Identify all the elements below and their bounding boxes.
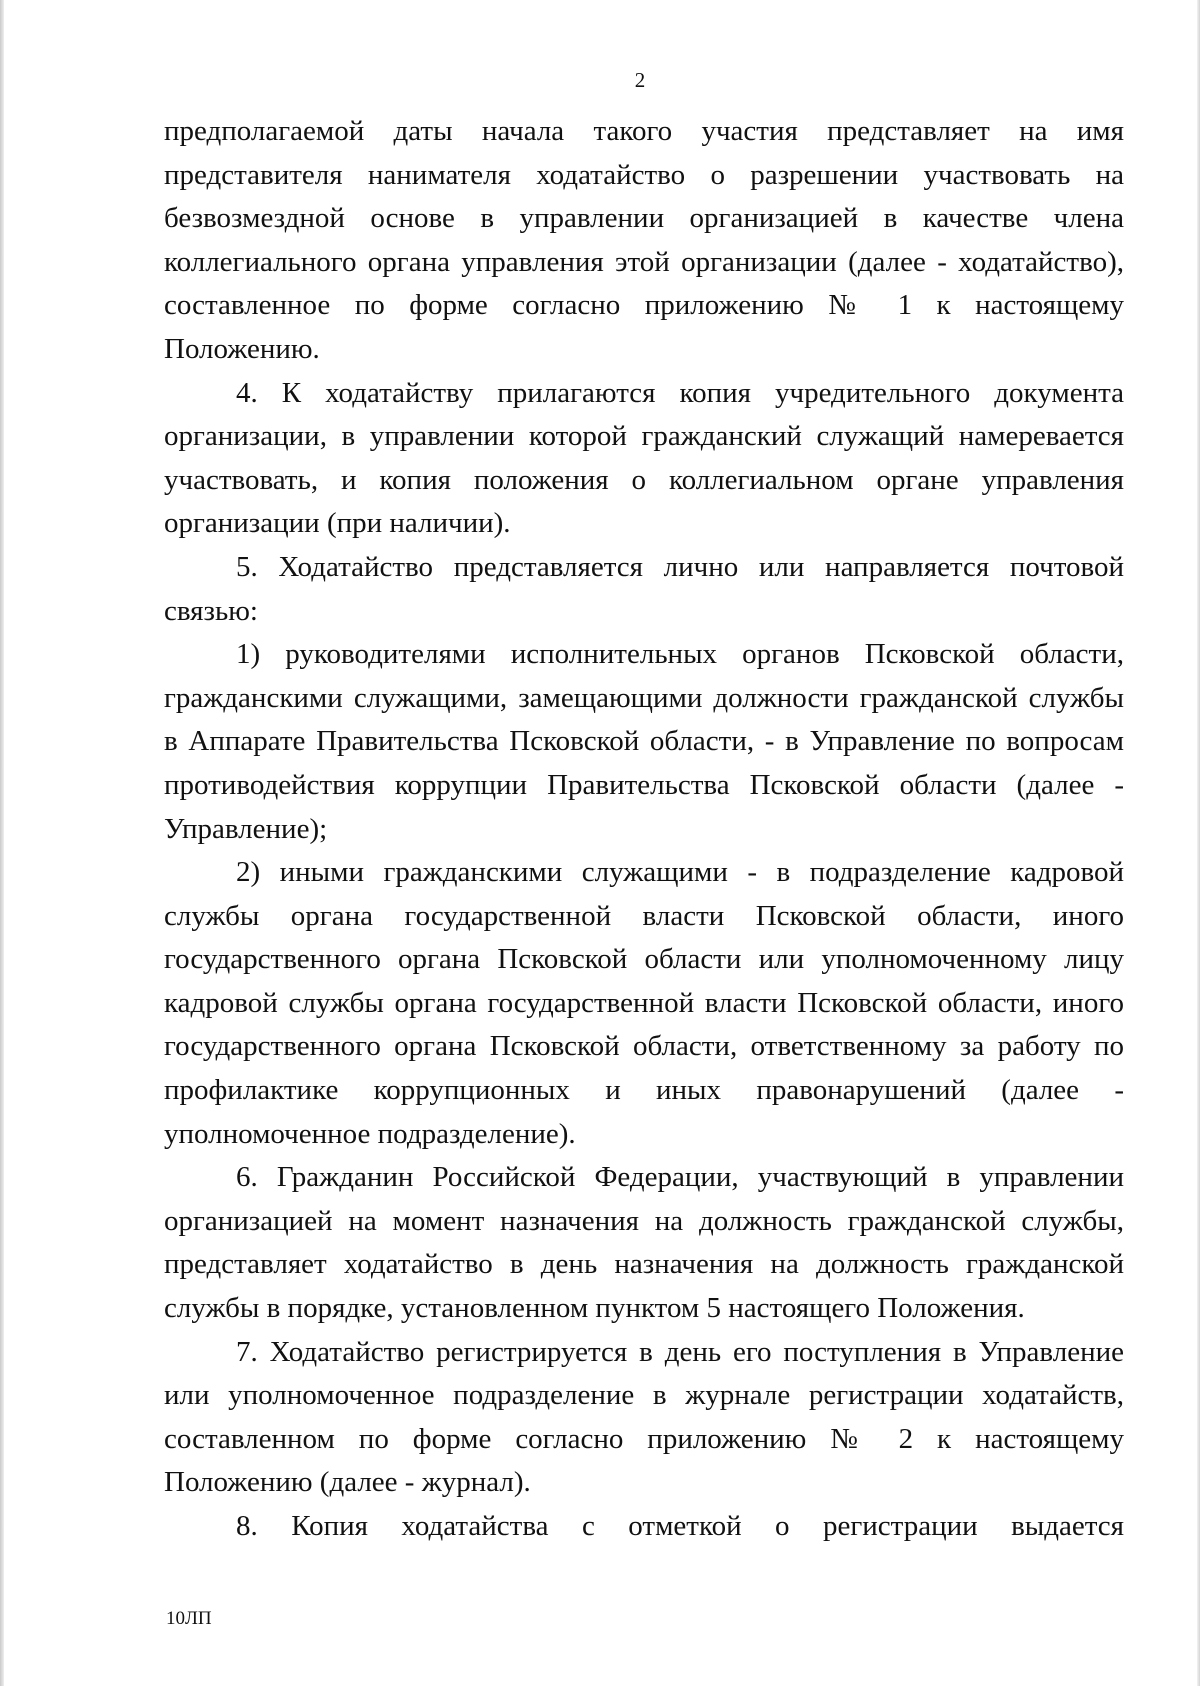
paragraph-item-5: 5. Ходатайство представляется лично или направляется почтовой связью: [164, 550, 1124, 627]
paragraph-continuation: предполагаемой даты начала такого участия представляет на имя представителя нанимателя ходатайство о разрешении участвовать на безвозмездной основе в управлении организацией в качестве члена коллегиального органа управления этой организации (далее - ходатайство), составленное по форме согласно приложению № 1 к настоящему Положению. [164, 115, 1124, 365]
subparagraph-item-5-1: 1) руководителями исполнительных органов Псковской области, гражданскими служащими, замещающими должности гражданской службы в Аппарате Правительства Псковской области, - в Управление по вопросам противодействия коррупции Правительства Псковской области (далее - Управление); [164, 638, 1124, 845]
subparagraph-item-5-2: 2) иными гражданскими служащими - в подразделение кадровой службы органа государственной власти Псковской области, иного государственного органа Псковской области или уполномоченному лицу кадровой службы органа государственной власти Псковской области, иного государственного органа Псковской области, ответственному за работу по профилактике коррупционных и иных правонарушений (далее - уполномоченное подразделение). [164, 856, 1124, 1150]
paragraph-item-7: 7. Ходатайство регистрируется в день его поступления в Управление или уполномоченное подразделение в журнале регистрации ходатайств, составленном по форме согласно приложению № 2 к настоящему Положению (далее - журнал). [164, 1335, 1124, 1499]
scan-edge-left [0, 0, 4, 1686]
paragraph-item-8: 8. Копия ходатайства с отметкой о регистрации выдается [236, 1510, 1124, 1542]
paragraph-item-6: 6. Гражданин Российской Федерации, участвующий в управлении организацией на момент назначения на должность гражданской службы, представляет ходатайство в день назначения на должность гражданской службы в порядке, установленном пунктом 5 настоящего Положения. [164, 1161, 1124, 1325]
document-body [164, 110, 1124, 1549]
paragraph-item-4: 4. К ходатайству прилагаются копия учредительного документа организации, в управлении которой гражданский служащий намеревается участвовать, и копия положения о коллегиальном органе управления организации (при наличии). [164, 376, 1124, 540]
page-number: 2 [634, 68, 646, 92]
footer-document-code: 10ЛП [166, 1608, 212, 1629]
